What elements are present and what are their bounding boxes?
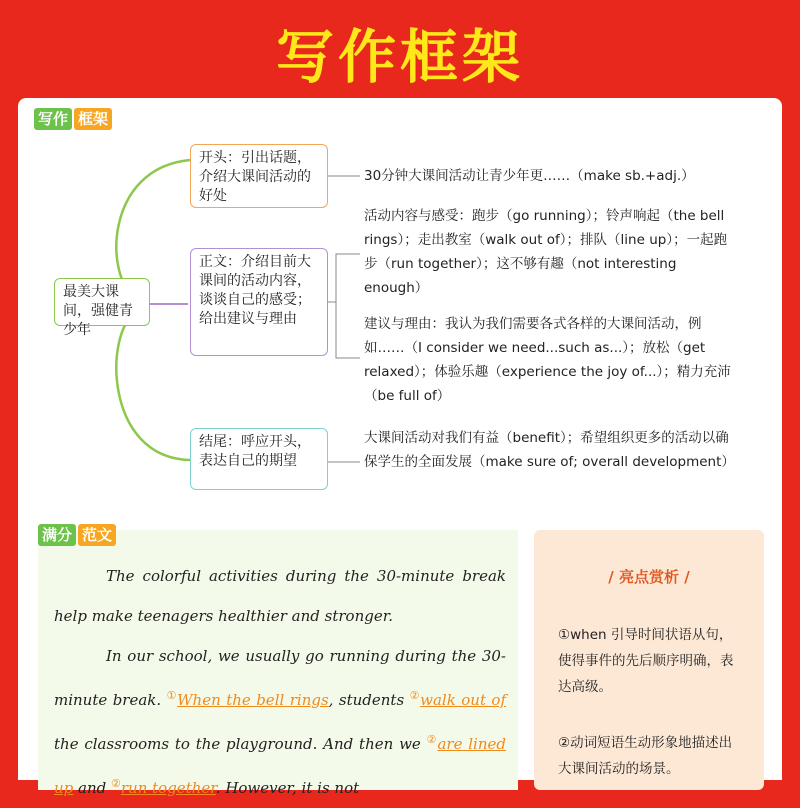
leaf-body-activities: 活动内容与感受：跑步（go running）；铃声响起（the bell rings）；走出教室（walk out of）；排队（line up）；一起跑步（run together）；这不够有趣（not interesting enough）	[364, 208, 728, 296]
mindmap-branch-ending: 结尾：呼应开头，表达自己的期望	[190, 428, 328, 490]
mindmap-root: 最美大课间，强健青少年	[54, 278, 150, 326]
highlight-when-clause: When the bell rings	[177, 691, 329, 709]
section-tag-sample	[38, 524, 116, 546]
marker-2a: ②	[409, 689, 421, 702]
mindmap-branch-opening: 开头：引出话题，介绍大课间活动的好处	[190, 144, 328, 208]
essay-paragraph-1: The colorful activities during the 30-minute break help make teenagers healthier and stronger.	[54, 567, 506, 625]
banner-title: 写作框架	[275, 23, 524, 91]
analysis-note-1: ①when 引导时间状语从句，使得事件的先后顺序明确，表达高级。	[558, 627, 734, 695]
tag-framework: 框架	[74, 108, 112, 130]
tag-writing: 写作	[34, 108, 72, 130]
highlight-walk-out-of: walk out of	[420, 691, 506, 709]
highlight-run-together: run together	[120, 779, 216, 797]
leaf-opening: 30分钟大课间活动让青少年更……（make sb.+adj.）	[364, 168, 695, 184]
highlight-lined-up: are lined up	[54, 735, 506, 797]
marker-1: ①	[166, 689, 178, 702]
marker-2c: ②	[111, 777, 121, 790]
marker-2b: ②	[426, 733, 438, 746]
leaf-ending: 大课间活动对我们有益（benefit）；希望组织更多的活动以确保学生的全面发展（make sure of; overall development）	[364, 430, 735, 470]
analysis-panel	[534, 530, 764, 790]
tag-sample-essay: 范文	[78, 524, 116, 546]
analysis-title: / 亮点赏析 /	[608, 568, 690, 586]
analysis-note-2: ②动词短语生动形象地描述出大课间活动的场景。	[558, 735, 733, 777]
tag-full-score: 满分	[38, 524, 76, 546]
sample-essay	[54, 556, 506, 808]
banner	[0, 0, 800, 92]
essay-paragraph-2: In our school, we usually go running during the 30-minute break. ①When the bell rings, students ②walk out of the classrooms to the playground. And then we ②are lined up and ②run together. However, it is not	[54, 647, 506, 797]
leaf-body-advice: 建议与理由：我认为我们需要各式各样的大课间活动，例如……（I consider we need...such as...）；放松（get relaxed）；体验乐趣（experience the joy of...）；精力充沛（be full of）	[364, 316, 731, 404]
mindmap-branch-body: 正文：介绍目前大课间的活动内容，谈谈自己的感受；给出建议与理由	[190, 248, 328, 356]
page-card	[18, 98, 782, 797]
